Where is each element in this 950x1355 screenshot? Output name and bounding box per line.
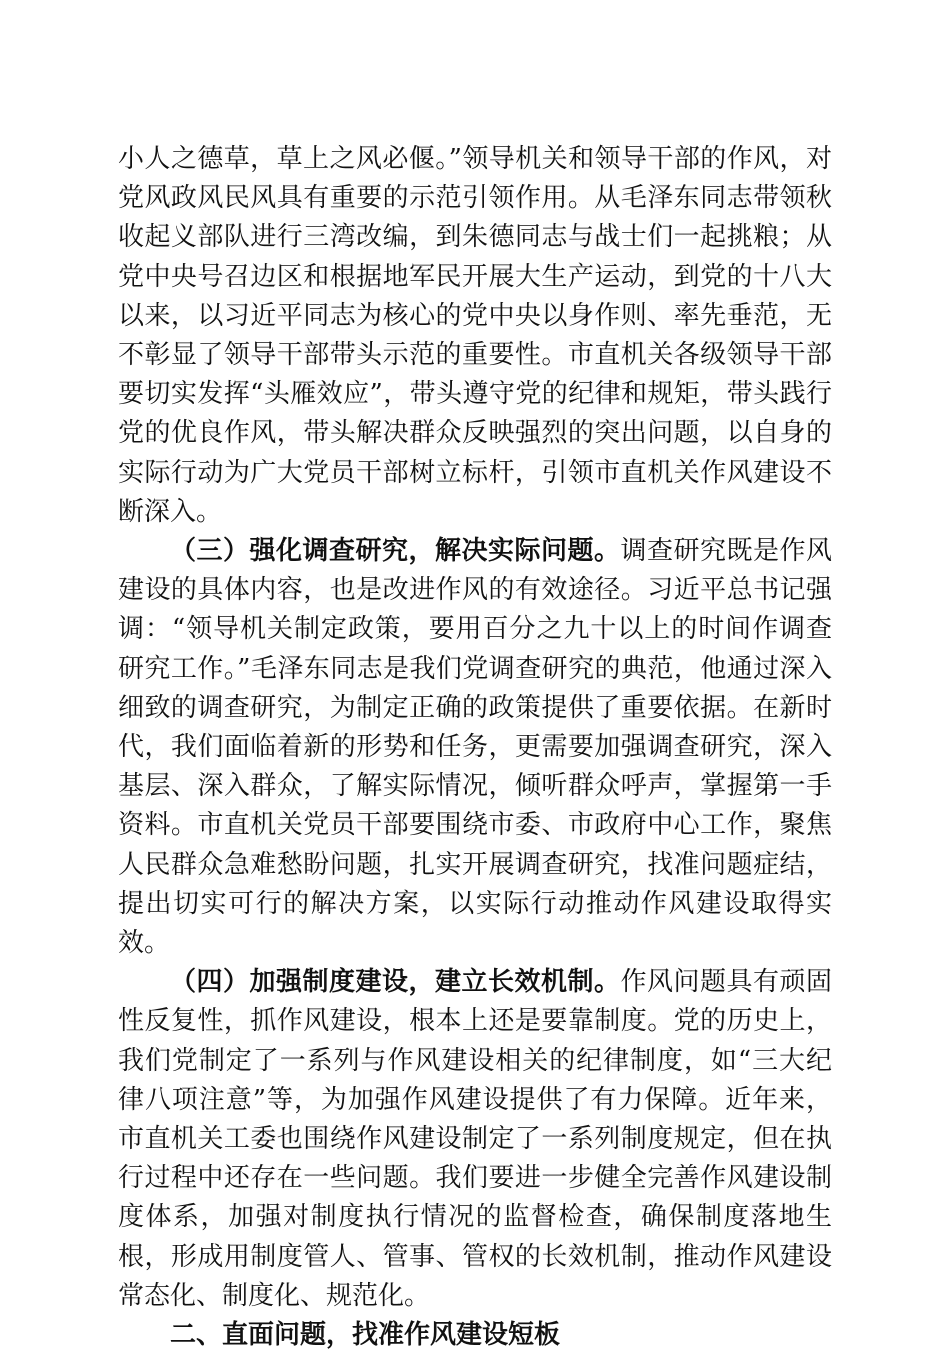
paragraph-text: 作风问题具有顽固性反复性，抓作风建设，根本上还是要靠制度。党的历史上，我们党制定了一系列与作风建设相关的纪律制度，如“三大纪律八项注意”等，为加强作风建设提供了有力保障。近年来，市直机关工委也围绕作风建设制定了一系列制度规定，但在执行过程中还存在一些问题。我们要进一步健全完善作风建设制度体系，加强对制度执行情况的监督检查，确保制度落地生根，形成用制度管人、管事、管权的长效机制，推动作风建设常态化、制度化、规范化。 <box>118 967 832 1311</box>
document-page <box>118 140 832 1355</box>
section-heading: 二、直面问题，找准作风建设短板 <box>170 1320 561 1351</box>
paragraph-leading-example <box>118 140 832 532</box>
paragraph-text: 调查研究既是作风建设的具体内容，也是改进作风的有效途径。习近平总书记强调：“领导机关制定政策，要用百分之九十以上的时间作调查研究工作。”毛泽东同志是我们党调查研究的典范，他通过深入细致的调查研究，为制定正确的政策提供了重要依据。在新时代，我们面临着新的形势和任务，更需要加强调查研究，深入基层、深入群众，了解实际情况，倾听群众呼声，掌握第一手资料。市直机关党员干部要围绕市委、市政府中心工作，聚焦人民群众急难愁盼问题，扎实开展调查研究，找准问题症结，提出切实可行的解决方案，以实际行动推动作风建设取得实效。 <box>118 536 832 959</box>
paragraph-investigation-research <box>118 532 832 963</box>
paragraph-text: 小人之德草，草上之风必偃。”领导机关和领导干部的作风，对党风政风民风具有重要的示范引领作用。从毛泽东同志带领秋收起义部队进行三湾改编，到朱德同志与战士们一起挑粮；从党中央号召边区和根据地军民开展大生产运动，到党的十八大以来，以习近平同志为核心的党中央以身作则、率先垂范，无不彰显了领导干部带头示范的重要性。市直机关各级领导干部要切实发挥“头雁效应”，带头遵守党的纪律和规矩，带头践行党的优良作风，带头解决群众反映强烈的突出问题，以自身的实际行动为广大党员干部树立标杆，引领市直机关作风建设不断深入。 <box>118 144 832 527</box>
paragraph-institution-building <box>118 963 832 1316</box>
subheading-investigation-research: （三）强化调查研究，解决实际问题。 <box>170 536 621 567</box>
subheading-institution-building: （四）加强制度建设，建立长效机制。 <box>170 967 621 998</box>
